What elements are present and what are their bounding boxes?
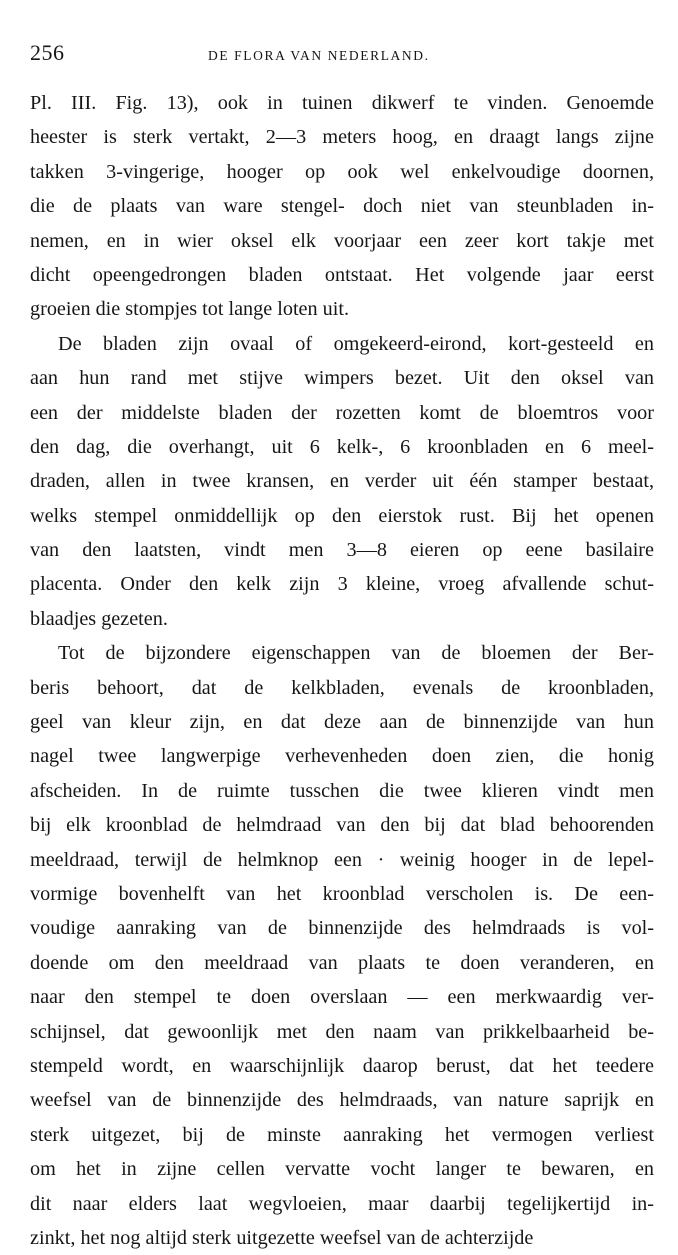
text-line: heester is sterk vertakt, 2—3 meters hoog, en draagt langs zijne xyxy=(30,126,654,149)
text-line: nemen, en in wier oksel elk voorjaar een zeer kort takje met xyxy=(30,229,654,252)
text-line: dit naar elders laat wegvloeien, maar daarbij tegelijkertijd in- xyxy=(30,1192,654,1215)
text-line: zinkt, het nog altijd sterk uitgezette weefsel van de achterzijde xyxy=(30,1226,534,1249)
text-line: blaadjes gezeten. xyxy=(30,607,168,630)
text-line: De bladen zijn ovaal of omgekeerd-eirond, kort-gesteeld en xyxy=(58,332,654,355)
paragraph xyxy=(30,327,654,637)
text-line: groeien die stompjes tot lange loten uit. xyxy=(30,298,350,321)
text-line: den dag, die overhangt, uit 6 kelk-, 6 kroonbladen en 6 meel- xyxy=(30,435,654,458)
text-line: naar den stempel te doen overslaan — een merkwaardig ver- xyxy=(30,986,654,1009)
text-line: placenta. Onder den kelk zijn 3 kleine, vroeg afvallende schut- xyxy=(30,573,654,596)
text-line: voudige aanraking van de binnenzijde des helmdraads is vol- xyxy=(30,917,654,940)
text-line: afscheiden. In de ruimte tusschen die twee klieren vindt men xyxy=(30,779,654,802)
text-line: dicht opeengedrongen bladen ontstaat. Het volgende jaar eerst xyxy=(30,263,654,286)
text-line: nagel twee langwerpige verhevenheden doen zien, die honig xyxy=(30,745,654,768)
text-line: sterk uitgezet, bij de minste aanraking het vermogen verliest xyxy=(30,1123,654,1146)
text-line: om het in zijne cellen vervatte vocht langer te bewaren, en xyxy=(30,1158,654,1181)
text-line: beris behoort, dat de kelkbladen, evenals de kroonbladen, xyxy=(30,676,654,699)
paragraph xyxy=(30,86,654,327)
text-line: geel van kleur zijn, en dat deze aan de binnenzijde van hun xyxy=(30,711,654,734)
text-line: takken 3-vingerige, hooger op ook wel enkelvoudige doornen, xyxy=(30,160,654,183)
body-text xyxy=(30,86,654,1255)
text-line: welks stempel onmiddellijk op den eierstok rust. Bij het openen xyxy=(30,504,654,527)
paragraph xyxy=(30,636,654,1255)
text-line: weefsel van de binnenzijde des helmdraads, van nature saprijk en xyxy=(30,1089,654,1112)
text-line: bij elk kroonblad de helmdraad van den bij dat blad behoorenden xyxy=(30,814,654,837)
text-line: draden, allen in twee kransen, en verder uit één stamper bestaat, xyxy=(30,470,654,493)
text-line: Tot de bijzondere eigenschappen van de bloemen der Ber- xyxy=(58,642,654,665)
text-line: aan hun rand met stijve wimpers bezet. Uit den oksel van xyxy=(30,367,654,390)
running-head: DE FLORA VAN NEDERLAND. xyxy=(208,48,430,63)
text-line: schijnsel, dat gewoonlijk met den naam van prikkelbaarheid be- xyxy=(30,1020,654,1043)
page-number: 256 xyxy=(30,40,65,65)
page-header xyxy=(30,40,650,80)
text-line: meeldraad, terwijl de helmknop een · weinig hooger in de lepel- xyxy=(30,848,654,871)
text-line: van den laatsten, vindt men 3—8 eieren op eene basilaire xyxy=(30,539,654,562)
text-line: een der middelste bladen der rozetten komt de bloemtros voor xyxy=(30,401,654,424)
text-line: Pl. III. Fig. 13), ook in tuinen dikwerf te vinden. Genoemde xyxy=(30,92,654,114)
text-line: doende om den meeldraad van plaats te doen veranderen, en xyxy=(30,951,654,974)
text-line: die de plaats van ware stengel- doch niet van steunbladen in- xyxy=(30,195,654,218)
text-line: stempeld wordt, en waarschijnlijk daarop berust, dat het teedere xyxy=(30,1054,654,1077)
text-line: vormige bovenhelft van het kroonblad verscholen is. De een- xyxy=(30,882,654,905)
